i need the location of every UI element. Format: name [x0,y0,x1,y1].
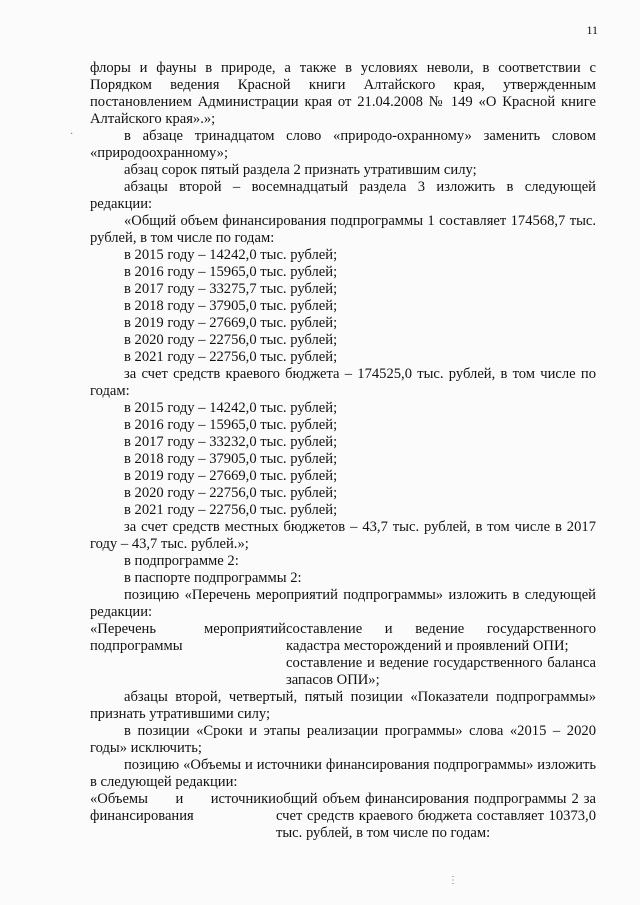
paragraph-block [90,689,596,791]
table-mesures [90,621,596,689]
paragraph: за счет средств местных бюджетов – 43,7 тыс. рублей, в том числе в 2017 году – 43,7 тыс. рублей.»; [90,519,596,552]
list-item: в 2016 году – 15965,0 тыс. рублей; [124,264,338,280]
document-body [90,60,596,842]
paragraph: в подпрограмме 2: [124,553,239,569]
list-item: в 2018 году – 37905,0 тыс. рублей; [124,298,338,314]
paragraph: за счет средств краевого бюджета – 174525,0 тыс. рублей, в том числе по годам: [90,366,596,399]
list-item: в 2019 году – 27669,0 тыс. рублей; [124,315,338,331]
table-cell-content: общий объем финансирования подпрограммы 2 за счет средств краевого бюджета составляет 10373,0 тыс. рублей, в том числе по годам: [276,791,596,841]
table-financing [90,791,596,842]
list-item: в 2018 году – 37905,0 тыс. рублей; [124,451,338,467]
paragraph: позицию «Перечень мероприятий подпрограммы» изложить в следующей редакции: [90,587,596,620]
list-item: в 2021 году – 22756,0 тыс. рублей; [124,502,338,518]
list-item: в 2016 году – 15965,0 тыс. рублей; [124,417,338,433]
paragraph: в позиции «Сроки и этапы реализации программы» слова «2015 – 2020 годы» исключить; [90,723,596,756]
paragraph: в абзаце тринадцатом слово «природо-охранному» заменить словом «природоохранному»; [90,128,596,161]
list-item: в 2015 году – 14242,0 тыс. рублей; [124,247,338,263]
list-item: в 2015 году – 14242,0 тыс. рублей; [124,400,338,416]
paragraph: позицию «Объемы и источники финансирования подпрограммы» изложить в следующей редакции: [90,757,596,790]
scan-mark: ⋮ [448,875,458,886]
list-item: в 2019 году – 27669,0 тыс. рублей; [124,468,338,484]
table-cell-content [286,621,596,689]
scan-mark: · [70,129,74,140]
list-item: в 2021 году – 22756,0 тыс. рублей; [124,349,338,365]
table-cell-label: «Объемы и источники финансирования [90,791,276,824]
paragraph: абзацы второй, четвертый, пятый позиции «Показатели подпрограммы» признать утратившими силу; [90,689,596,722]
page-number: 11 [586,23,598,37]
list-item: в 2017 году – 33232,0 тыс. рублей; [124,434,338,450]
paragraph: абзацы второй – восемнадцатый раздела 3 изложить в следующей редакции: [90,179,596,212]
table-cell-line: составление и ведение государственного кадастра месторождений и проявлений ОПИ; [286,621,596,654]
list-item: в 2020 году – 22756,0 тыс. рублей; [124,485,338,501]
paragraph-block [90,60,596,621]
paragraph: «Общий объем финансирования подпрограммы 1 составляет 174568,7 тыс. рублей, в том числе по годам: [90,213,596,246]
list-item: в 2017 году – 33275,7 тыс. рублей; [124,281,338,297]
table-cell-line: составление и ведение государственного баланса запасов ОПИ»; [286,655,596,688]
list-item: в 2020 году – 22756,0 тыс. рублей; [124,332,338,348]
paragraph: в паспорте подпрограммы 2: [124,570,302,586]
paragraph: флоры и фауны в природе, а также в условиях неволи, в соответствии с Порядком ведения Красной книги Алтайского края, утвержденным постановлением Администрации края от 21.04.2008 № 149 «О Красной книге Алтайского края».»; [90,60,596,127]
paragraph: абзац сорок пятый раздела 2 признать утратившим силу; [124,162,477,178]
table-cell-label: «Перечень мероприятий подпрограммы [90,621,286,654]
